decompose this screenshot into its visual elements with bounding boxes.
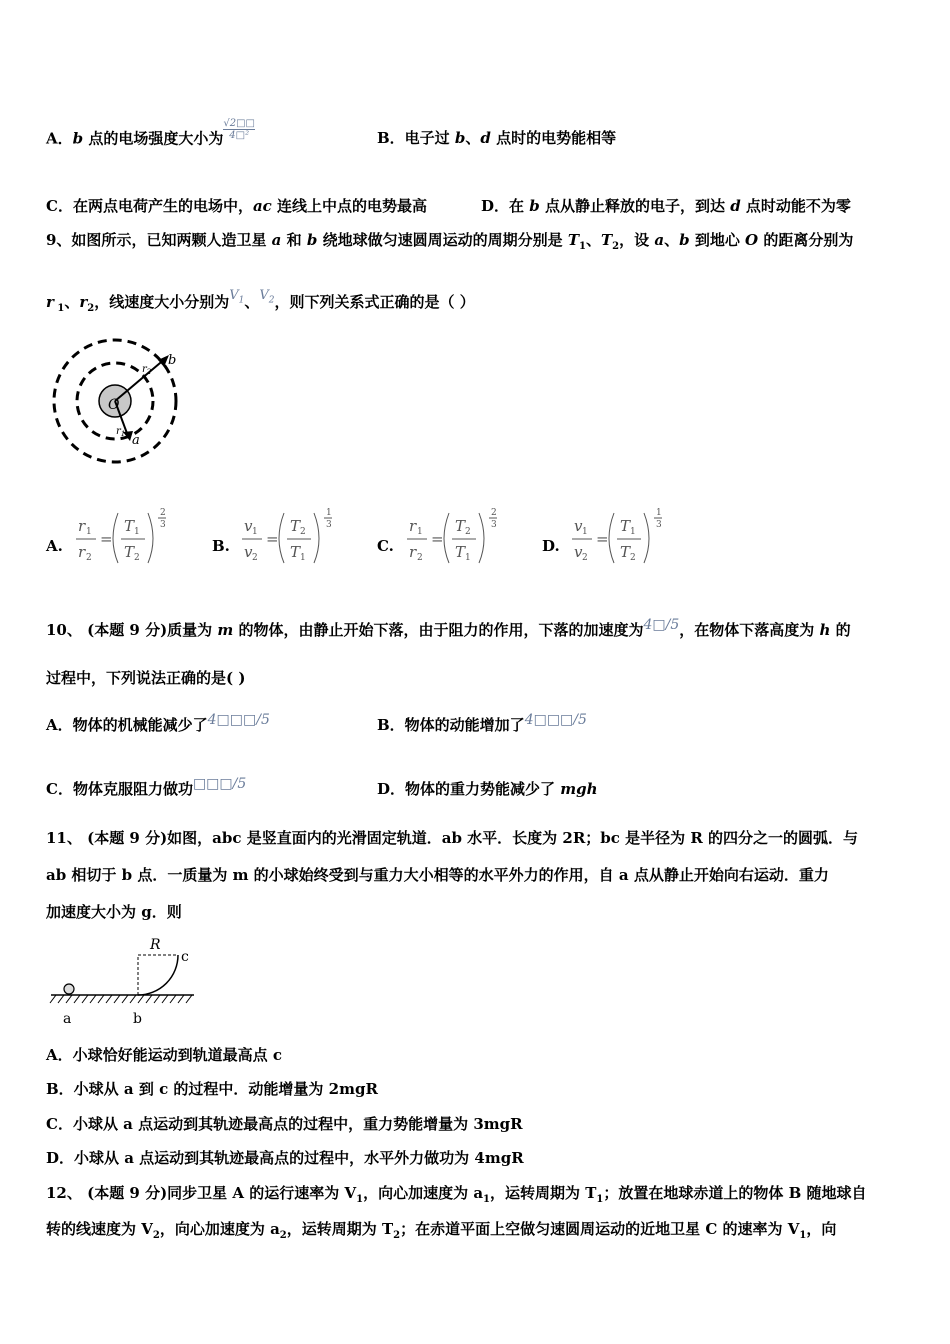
lhs-denominator-sub: 2 (252, 553, 258, 563)
right-paren (479, 513, 484, 563)
left-paren (113, 513, 118, 563)
rhs-denominator-sub: 2 (134, 553, 140, 563)
left-paren (609, 513, 614, 563)
center-label-o: O (108, 397, 120, 413)
q8-option-b: B．电子过 b、d 点时的电势能相等 (377, 129, 617, 147)
q11-stem-line1: 11、 (本题 9 分)如图，abc 是竖直面内的光滑固定轨道．ab 水平．长度为 2R；bc 是半径为 R 的四分之一的圆弧．与 (46, 829, 859, 847)
q9-option-label: D. (542, 537, 560, 555)
q11-option-d: D．小球从 a 点运动到其轨迹最高点的过程中，水平外力做功为 4mgR (46, 1149, 524, 1167)
left-paren (444, 513, 449, 563)
equals-sign: = (266, 530, 279, 548)
q9-option-label: A. (46, 537, 63, 555)
q10-option-d: D．物体的重力势能减少了 mgh (377, 780, 598, 798)
left-paren (279, 513, 284, 563)
label-b: b (133, 1011, 142, 1027)
rhs-denominator: T (620, 543, 631, 561)
q11-stem-line3: 加速度大小为 g．则 (46, 903, 182, 921)
rhs-denominator-sub: 2 (630, 553, 636, 563)
exponent-numerator: 2 (160, 508, 166, 518)
rhs-numerator: T (620, 517, 631, 535)
q9-orbit-figure (48, 336, 183, 466)
rhs-denominator-sub: 1 (300, 553, 306, 563)
exponent-denominator: 3 (491, 520, 497, 530)
q11-track-figure (48, 933, 198, 1028)
rhs-numerator-sub: 1 (630, 527, 636, 537)
rhs-numerator-sub: 2 (300, 527, 306, 537)
lhs-denominator-sub: 2 (417, 553, 423, 563)
q12-stem-line2: 转的线速度为 $V_2$，向心加速度为 $a_2$，运转周期为 $T_2$；在赤道平面上空做匀速圆周运动的近地卫星 C 的速率为 $V_1$，向 (46, 1220, 837, 1241)
q10-option-a: A．物体的机械能减少了4□□□/5 (46, 712, 270, 734)
q10-option-b: B．物体的动能增加了4□□□/5 (377, 712, 587, 734)
lhs-denominator: v (244, 543, 253, 561)
equals-sign: = (596, 530, 609, 548)
q9-option-d (542, 505, 667, 565)
lhs-denominator-sub: 2 (86, 553, 92, 563)
q9-option-formula (405, 505, 510, 565)
exponent-denominator: 3 (160, 520, 166, 530)
q9-stem-line1: 9、如图所示，已知两颗人造卫星 a 和 b 绕地球做匀速圆周运动的周期分别是 $T_1$、$T_2$，设 a、b 到地心 O 的距离分别为 (46, 231, 854, 252)
q11-stem-line2: ab 相切于 b 点．一质量为 m 的小球始终受到与重力大小相等的水平外力的作用，自 a 点从静止开始向右运动．重力 (46, 866, 829, 884)
label-a: a (63, 1011, 72, 1027)
q9-option-formula (74, 505, 179, 565)
label-r2: $r_2$ (142, 364, 152, 376)
q9-option-c (377, 505, 502, 565)
lhs-numerator-sub: 1 (582, 527, 588, 537)
q10-stem-line2: 过程中，下列说法正确的是( ) (46, 669, 246, 687)
arc-bc (138, 955, 178, 995)
q8-option-a: A．b 点的电场强度大小为 $\frac{√2□□}{\text{4□²}}$ (46, 118, 256, 148)
q9-option-a (46, 505, 171, 565)
v2-symbol: $V_2$ (259, 288, 275, 306)
ground-hatching (50, 995, 192, 1003)
label-r1: $r_1$ (116, 426, 126, 438)
q11-option-b: B．小球从 a 到 c 的过程中．动能增量为 2mgR (46, 1080, 378, 1098)
label-c: c (181, 949, 189, 965)
q10-option-c: C．物体克服阻力做功□□□/5 (46, 776, 247, 798)
q12-stem-line1: 12、 (本题 9 分)同步卫星 A 的运行速率为 $V_1$，向心加速度为 $a_1$，运转周期为 $T_1$；放置在地球赤道上的物体 B 随地球自 (46, 1184, 867, 1205)
rhs-numerator: T (124, 517, 135, 535)
q8-option-d: D．在 b 点从静止释放的电子，到达 d 点时动能不为零 (481, 197, 851, 215)
q11-option-a: A．小球恰好能运动到轨道最高点 c (46, 1046, 282, 1064)
lhs-numerator-sub: 1 (417, 527, 423, 537)
q9-option-formula (570, 505, 675, 565)
lhs-denominator: r (409, 543, 417, 561)
v1-symbol: $V_1$ (229, 288, 245, 306)
q9-option-b (212, 505, 337, 565)
lhs-numerator: r (78, 517, 86, 535)
q9-stem-line2: r $_1$、$r_2$，线速度大小分别为$V_1$、$V_2$，则下列关系式正确的是（ ） (46, 288, 475, 314)
right-paren (314, 513, 319, 563)
exponent-numerator: 2 (491, 508, 497, 518)
right-paren (148, 513, 153, 563)
q9-option-formula (240, 505, 345, 565)
label-b: b (168, 353, 177, 368)
lhs-denominator: v (574, 543, 583, 561)
right-paren (644, 513, 649, 563)
rhs-denominator: T (290, 543, 301, 561)
lhs-numerator: v (574, 517, 583, 535)
q8-option-a-formula: $\frac{√2□□}{\text{4□²}}$ (223, 118, 256, 141)
rhs-denominator: T (124, 543, 135, 561)
q11-option-c: C．小球从 a 点运动到其轨迹最高点的过程中，重力势能增量为 3mgR (46, 1115, 523, 1133)
label-a: a (132, 433, 140, 448)
rhs-numerator-sub: 1 (134, 527, 140, 537)
exponent-denominator: 3 (326, 520, 332, 530)
rhs-numerator: T (290, 517, 301, 535)
q10-stem-line1: 10、 (本题 9 分)质量为 m 的物体，由静止开始下落，由于阻力的作用，下落的加速度为4□/5，在物体下落高度为 h 的 (46, 617, 851, 639)
exponent-denominator: 3 (656, 520, 662, 530)
rhs-denominator-sub: 1 (465, 553, 471, 563)
label-r: R (150, 937, 161, 953)
rhs-numerator-sub: 2 (465, 527, 471, 537)
lhs-numerator-sub: 1 (86, 527, 92, 537)
ball (64, 984, 74, 994)
rhs-numerator: T (455, 517, 466, 535)
lhs-numerator: r (409, 517, 417, 535)
exponent-numerator: 1 (326, 508, 332, 518)
q9-option-label: C. (377, 537, 394, 555)
q9-option-label: B. (212, 537, 230, 555)
equals-sign: = (100, 530, 113, 548)
equals-sign: = (431, 530, 444, 548)
lhs-numerator-sub: 1 (252, 527, 258, 537)
lhs-denominator-sub: 2 (582, 553, 588, 563)
lhs-denominator: r (78, 543, 86, 561)
q10-accel-formula: 4□/5 (643, 617, 680, 633)
rhs-denominator: T (455, 543, 466, 561)
lhs-numerator: v (244, 517, 253, 535)
q8-option-c: C．在两点电荷产生的电场中，ac 连线上中点的电势最高 (46, 197, 428, 215)
exponent-numerator: 1 (656, 508, 662, 518)
